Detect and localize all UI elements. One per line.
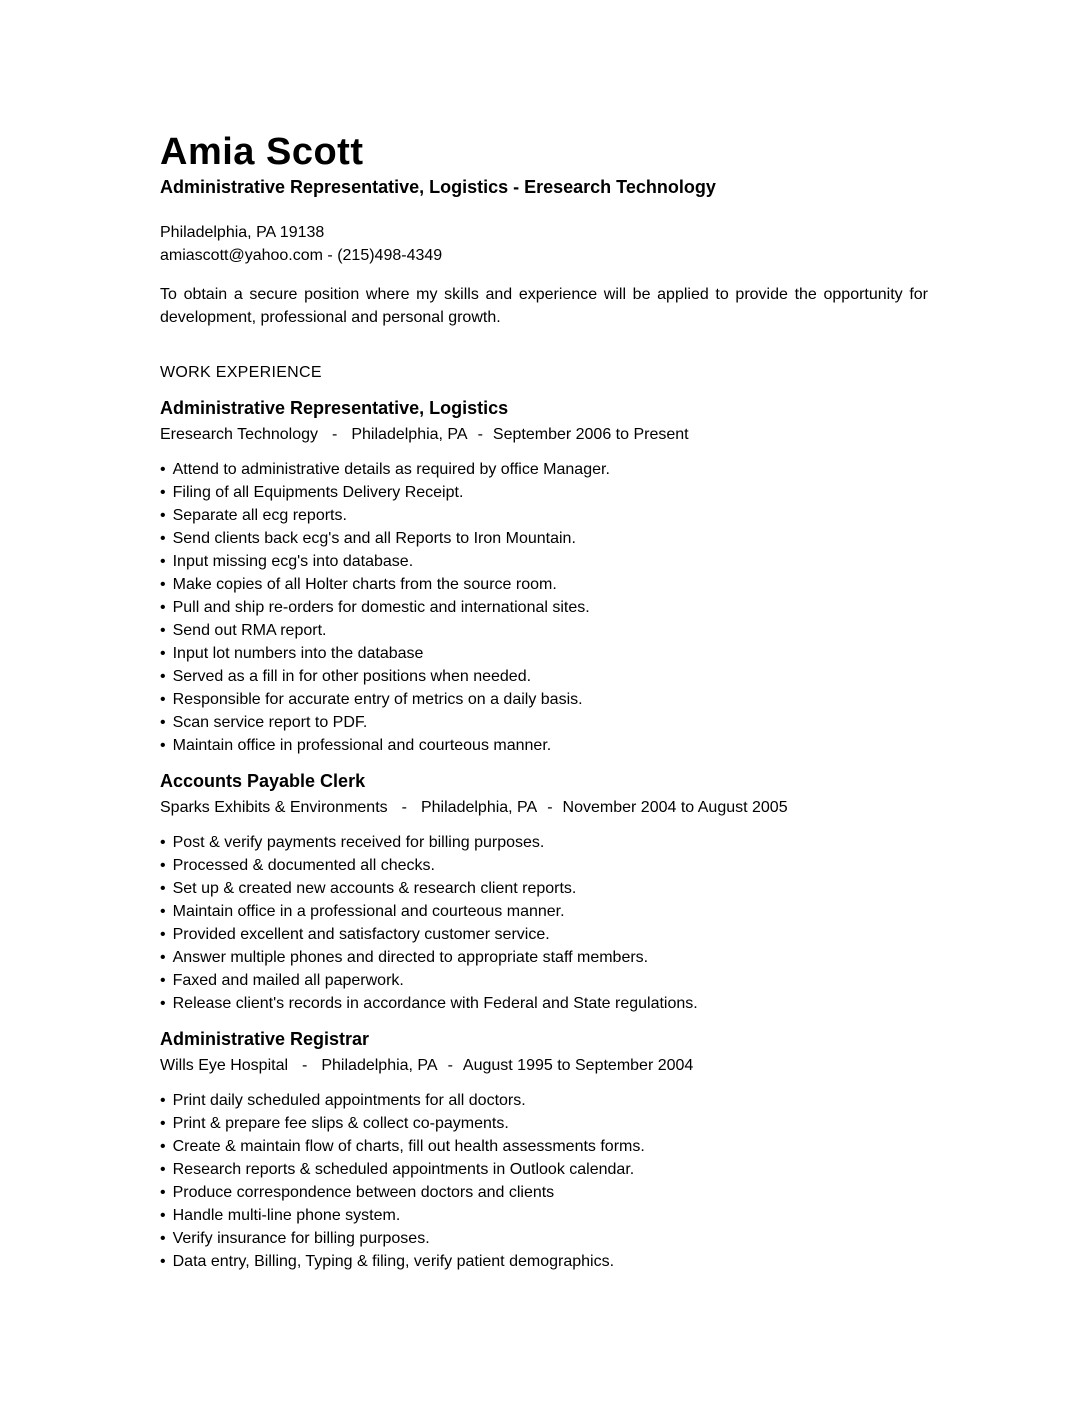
bullet-text: Data entry, Billing, Typing & filing, verify patient demographics.	[172, 1252, 615, 1270]
bullet-item	[160, 573, 928, 596]
bullet-text: Maintain office in professional and courteous manner.	[172, 736, 552, 754]
bullet-dot: •	[160, 713, 166, 731]
job-dates: September 2006 to Present	[492, 425, 689, 443]
bullet-item	[160, 596, 928, 619]
job-title: Accounts Payable Clerk	[160, 770, 366, 791]
bullet-item	[160, 1135, 928, 1158]
bullet-text: Scan service report to PDF.	[172, 713, 368, 731]
bullet-text: Answer multiple phones and directed to appropriate staff members.	[172, 948, 649, 966]
bullet-dot: •	[160, 483, 166, 501]
bullet-item	[160, 550, 928, 573]
separator-dash: -	[401, 798, 407, 816]
bullet-text: Handle multi-line phone system.	[172, 1206, 401, 1224]
separator-dash: -	[332, 425, 338, 443]
bullet-item	[160, 1250, 928, 1273]
separator-dash: -	[302, 1056, 308, 1074]
job-title: Administrative Registrar	[160, 1028, 370, 1049]
bullet-dot: •	[160, 1114, 166, 1132]
bullet-dot: •	[160, 902, 166, 920]
bullet-dot: •	[160, 621, 166, 639]
bullet-text: Maintain office in a professional and courteous manner.	[172, 902, 565, 920]
job-section-2	[160, 770, 928, 1015]
bullet-item	[160, 527, 928, 550]
bullet-item	[160, 1112, 928, 1135]
bullet-item	[160, 1181, 928, 1204]
bullet-dot: •	[160, 925, 166, 943]
bullet-dot: •	[160, 552, 166, 570]
bullet-dot: •	[160, 1252, 166, 1270]
job-company: Eresearch Technology	[160, 425, 319, 443]
bullet-dot: •	[160, 575, 166, 593]
job-company: Wills Eye Hospital	[160, 1056, 289, 1074]
bullet-item	[160, 619, 928, 642]
separator-dash: -	[447, 1056, 453, 1074]
bullet-item	[160, 481, 928, 504]
bullet-dot: •	[160, 644, 166, 662]
bullet-text: Print daily scheduled appointments for all doctors.	[172, 1091, 526, 1109]
bullet-list	[160, 831, 928, 1015]
bullet-list	[160, 1089, 928, 1273]
bullet-text: Separate all ecg reports.	[172, 506, 347, 524]
bullet-dot: •	[160, 460, 166, 478]
bullet-dot: •	[160, 948, 166, 966]
bullet-dot: •	[160, 1183, 166, 1201]
bullet-item	[160, 1089, 928, 1112]
separator-dash: -	[477, 425, 483, 443]
objective-text: To obtain a secure position where my skills and experience will be applied to provide the opportunity for development, professional and personal growth.	[160, 285, 928, 326]
bullet-dot: •	[160, 879, 166, 897]
job-location: Philadelphia, PA	[351, 425, 468, 443]
bullet-text: Pull and ship re-orders for domestic and international sites.	[172, 598, 590, 616]
bullet-item	[160, 711, 928, 734]
bullet-dot: •	[160, 736, 166, 754]
bullet-dot: •	[160, 1206, 166, 1224]
bullet-text: Attend to administrative details as required by office Manager.	[172, 460, 610, 478]
bullet-dot: •	[160, 1229, 166, 1247]
bullet-text: Print & prepare fee slips & collect co-payments.	[172, 1114, 509, 1132]
bullet-dot: •	[160, 506, 166, 524]
resume-content	[160, 131, 928, 1273]
bullet-text: Produce correspondence between doctors and clients	[172, 1183, 555, 1201]
bullet-text: Make copies of all Holter charts from the source room.	[172, 575, 557, 593]
bullet-text: Processed & documented all checks.	[172, 856, 435, 874]
person-headline: Administrative Representative, Logistics - Eresearch Technology	[160, 176, 716, 197]
bullet-item	[160, 1227, 928, 1250]
contact-block	[160, 221, 928, 267]
section-label-work-experience: WORK EXPERIENCE	[160, 363, 322, 381]
job-section-1	[160, 397, 928, 757]
bullet-text: Faxed and mailed all paperwork.	[172, 971, 404, 989]
bullet-dot: •	[160, 971, 166, 989]
bullet-dot: •	[160, 1091, 166, 1109]
job-company: Sparks Exhibits & Environments	[160, 798, 388, 816]
job-title: Administrative Representative, Logistics	[160, 397, 509, 418]
bullet-dot: •	[160, 529, 166, 547]
bullet-dot: •	[160, 1137, 166, 1155]
bullet-list	[160, 458, 928, 757]
bullet-dot: •	[160, 667, 166, 685]
bullet-text: Provided excellent and satisfactory customer service.	[172, 925, 550, 943]
contact-email-phone: amiascott@yahoo.com - (215)498-4349	[160, 246, 443, 264]
bullet-item	[160, 734, 928, 757]
bullet-dot: •	[160, 598, 166, 616]
bullet-text: Verify insurance for billing purposes.	[172, 1229, 430, 1247]
job-meta	[160, 423, 928, 446]
bullet-item	[160, 688, 928, 711]
bullet-item	[160, 1158, 928, 1181]
bullet-text: Filing of all Equipments Delivery Receipt.	[172, 483, 464, 501]
bullet-text: Send out RMA report.	[172, 621, 327, 639]
bullet-dot: •	[160, 833, 166, 851]
bullet-item	[160, 458, 928, 481]
person-name: Amia Scott	[160, 131, 364, 173]
bullet-item	[160, 900, 928, 923]
bullet-item	[160, 877, 928, 900]
contact-location: Philadelphia, PA 19138	[160, 223, 325, 241]
bullet-text: Served as a fill in for other positions when needed.	[172, 667, 532, 685]
job-location: Philadelphia, PA	[321, 1056, 438, 1074]
bullet-text: Post & verify payments received for billing purposes.	[172, 833, 545, 851]
bullet-text: Research reports & scheduled appointments in Outlook calendar.	[172, 1160, 635, 1178]
bullet-item	[160, 665, 928, 688]
bullet-item	[160, 946, 928, 969]
bullet-item	[160, 854, 928, 877]
bullet-item	[160, 831, 928, 854]
bullet-text: Set up & created new accounts & research client reports.	[172, 879, 577, 897]
job-dates: August 1995 to September 2004	[462, 1056, 694, 1074]
bullet-dot: •	[160, 690, 166, 708]
bullet-item	[160, 642, 928, 665]
job-meta	[160, 1054, 928, 1077]
separator-dash: -	[547, 798, 553, 816]
bullet-item	[160, 969, 928, 992]
bullet-item	[160, 504, 928, 527]
bullet-text: Send clients back ecg's and all Reports to Iron Mountain.	[172, 529, 576, 547]
job-section-3	[160, 1028, 928, 1273]
bullet-dot: •	[160, 856, 166, 874]
bullet-item	[160, 1204, 928, 1227]
bullet-text: Create & maintain flow of charts, fill out health assessments forms.	[172, 1137, 645, 1155]
bullet-dot: •	[160, 994, 166, 1012]
job-meta	[160, 796, 928, 819]
bullet-text: Responsible for accurate entry of metrics on a daily basis.	[172, 690, 583, 708]
job-location: Philadelphia, PA	[420, 798, 538, 816]
bullet-text: Input missing ecg's into database.	[172, 552, 414, 570]
bullet-item	[160, 992, 928, 1015]
job-dates: November 2004 to August 2005	[562, 798, 788, 816]
bullet-text: Release client's records in accordance with Federal and State regulations.	[172, 994, 698, 1012]
bullet-item	[160, 923, 928, 946]
bullet-text: Input lot numbers into the database	[172, 644, 424, 662]
bullet-dot: •	[160, 1160, 166, 1178]
